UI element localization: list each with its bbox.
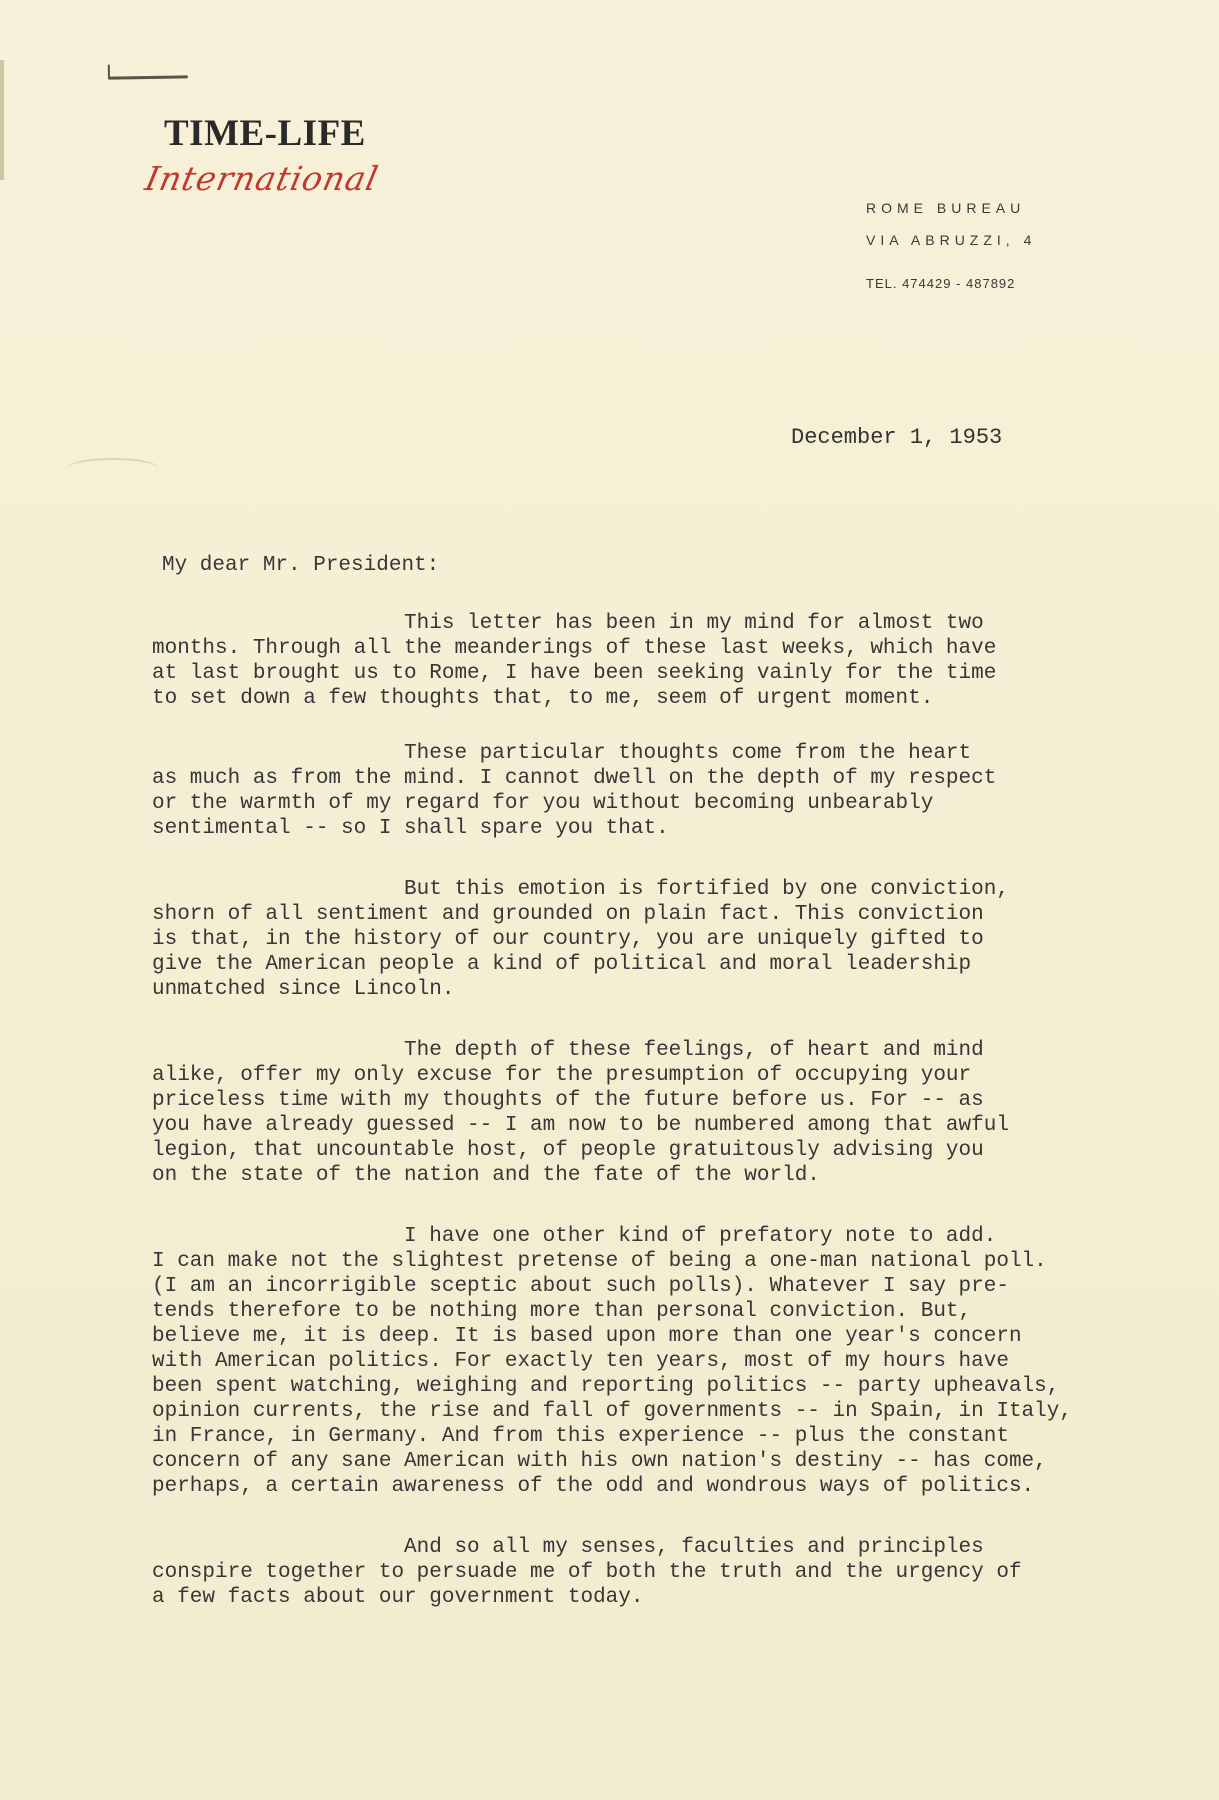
bureau-telephone: TEL. 474429 - 487892: [866, 276, 1016, 291]
bureau-address: [866, 192, 1036, 291]
pencil-mark: [108, 75, 188, 79]
letter-body: [152, 553, 1152, 1646]
paragraph-6: And so all my senses, faculties and principles conspire together to persuade me of both the truth and the urgency of a few facts about our government today.: [152, 1536, 1022, 1609]
paragraph-4: The depth of these feelings, of heart and mind alike, offer my only excuse for the presumption of occupying your priceless time with my thoughts of the future before us. For -- as you have already guessed -- I am now to be numbered among that awful legion, that uncountable host, of people gratuitously advising you on the state of the nation and the fate of the world.: [152, 1039, 1009, 1187]
paper-crease-mark: [68, 458, 158, 478]
bureau-name: ROME BUREAU: [866, 200, 1026, 216]
bureau-street: VIA ABRUZZI, 4: [866, 232, 1037, 248]
paragraph-3: But this emotion is fortified by one conviction, shorn of all sentiment and grounded on plain fact. This conviction is that, in the history of our country, you are uniquely gifted to give the American people a kind of political and moral leadership unmatched since Lincoln.: [152, 878, 1009, 1001]
paragraph-5: I have one other kind of prefatory note to add. I can make not the slightest pretense of being a one-man national poll. (I am an incorrigible sceptic about such polls). Whatever I say pre- tends therefore to be nothing more than personal conviction. But, believe me, it is deep. It is based upon more than one year's concern with American politics. For exactly ten years, most of my hours have been spent watching, weighing and reporting politics -- party upheavals, opinion currents, the rise and fall of governments -- in Spain, in Italy, in France, in Germany. And from this experience -- plus the constant concern of any sane American with his own nation's destiny -- has come, perhaps, a certain awareness of the odd and wondrous ways of politics.: [152, 1225, 1072, 1498]
paper-edge-shadow: [0, 60, 4, 180]
letter-date: December 1, 1953: [791, 425, 1003, 450]
paragraph-1: This letter has been in my mind for almost two months. Through all the meanderings of these last weeks, which have at last brought us to Rome, I have been seeking vainly for the time to set down a few thoughts that, to me, seem of urgent moment.: [152, 612, 997, 710]
letterhead-brand-subtitle: International: [141, 159, 383, 198]
letterhead-brand: TIME-LIFE: [164, 113, 366, 154]
salutation: My dear Mr. President:: [162, 554, 440, 577]
paragraph-2: These particular thoughts come from the heart as much as from the mind. I cannot dwell on the depth of my respect or the warmth of my regard for you without becoming unbearably sentimental -- so I shall spare you that.: [152, 742, 997, 840]
letterhead: [141, 112, 383, 198]
